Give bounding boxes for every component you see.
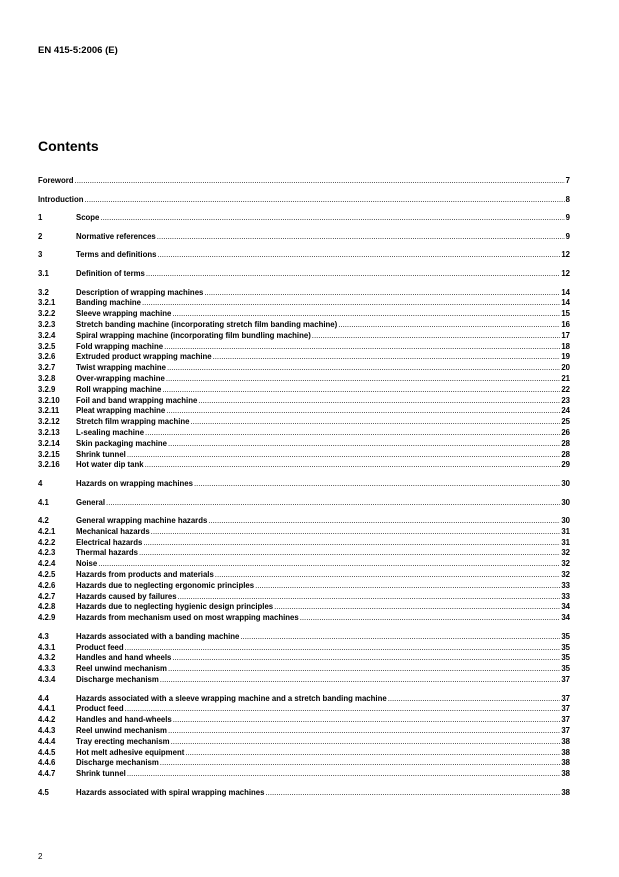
toc-entry-title: Shrink tunnel	[76, 449, 126, 459]
toc-entry-page: 20	[561, 363, 570, 373]
toc-leader-dots	[338, 320, 560, 331]
toc-entry-title: Electrical hazards	[76, 537, 143, 547]
toc-entry[interactable]	[38, 592, 570, 603]
toc-entry-number: 4.3.3	[38, 664, 56, 674]
toc-leader-dots	[106, 498, 560, 509]
toc-entry-number: 4.2	[38, 516, 49, 526]
toc-entry-page: 35	[561, 642, 570, 652]
toc-leader-dots	[173, 715, 561, 726]
toc-leader-dots	[125, 704, 561, 715]
toc-entry-page: 23	[561, 395, 570, 405]
toc-entry-page: 35	[561, 664, 570, 674]
toc-entry[interactable]	[38, 176, 570, 187]
toc-entry[interactable]	[38, 439, 570, 450]
toc-entry-number: 3.2	[38, 287, 49, 297]
toc-entry-title: Extruded product wrapping machine	[76, 352, 212, 362]
document-header: EN 415-5:2006 (E)	[38, 45, 118, 56]
toc-entry-page: 31	[561, 526, 570, 536]
toc-entry-title: Hazards from products and materials	[76, 570, 214, 580]
toc-entry-title: Hazards associated with a banding machine	[76, 631, 240, 641]
toc-entry-number: 3.2.16	[38, 460, 60, 470]
toc-entry[interactable]	[38, 298, 570, 309]
toc-entry-number: 4.2.6	[38, 580, 56, 590]
toc-entry-page: 30	[561, 478, 570, 488]
toc-entry-number: 4.2.1	[38, 526, 56, 536]
toc-entry-page: 18	[561, 341, 570, 351]
toc-entry-page: 30	[561, 497, 570, 507]
toc-entry[interactable]	[38, 213, 570, 224]
toc-entry-page: 38	[561, 736, 570, 746]
toc-entry-title: Hot melt adhesive equipment	[76, 747, 185, 757]
toc-entry[interactable]	[38, 396, 570, 407]
toc-entry-title: Noise	[76, 559, 98, 569]
toc-leader-dots	[84, 195, 564, 206]
toc-entry-title: Discharge mechanism	[76, 758, 159, 768]
toc-entry[interactable]	[38, 516, 570, 527]
toc-leader-dots	[388, 694, 561, 705]
toc-entry-page: 29	[561, 460, 570, 470]
toc-leader-dots	[240, 632, 560, 643]
toc-entry[interactable]	[38, 320, 570, 331]
toc-entry-number: 3.1	[38, 268, 49, 278]
toc-entry[interactable]	[38, 363, 570, 374]
table-of-contents	[38, 176, 570, 799]
toc-entry[interactable]	[38, 498, 570, 509]
toc-entry-number: 3.2.11	[38, 406, 60, 416]
toc-entry-title: Pleat wrapping machine	[76, 406, 166, 416]
toc-entry-page: 32	[561, 548, 570, 558]
toc-entry-number: 3.2.7	[38, 363, 56, 373]
toc-entry-page: 25	[561, 417, 570, 427]
toc-leader-dots	[139, 548, 560, 559]
toc-entry-number: 3.2.6	[38, 352, 56, 362]
toc-entry-number: 4.5	[38, 787, 49, 797]
toc-entry-title: Twist wrapping machine	[76, 363, 166, 373]
toc-leader-dots	[143, 538, 560, 549]
toc-entry-number: 3.2.13	[38, 427, 60, 437]
toc-entry-page: 33	[561, 591, 570, 601]
toc-entry-title: Introduction	[38, 194, 84, 204]
toc-leader-dots	[125, 643, 561, 654]
toc-entry-number: 4.3.1	[38, 642, 56, 652]
toc-entry-number: 3.2.4	[38, 330, 56, 340]
toc-entry[interactable]	[38, 613, 570, 624]
toc-entry[interactable]	[38, 548, 570, 559]
toc-leader-dots	[160, 758, 561, 769]
toc-entry-title: Hazards caused by failures	[76, 591, 177, 601]
toc-entry-page: 37	[561, 675, 570, 685]
toc-entry[interactable]	[38, 374, 570, 385]
toc-entry-title: Thermal hazards	[76, 548, 138, 558]
toc-entry-page: 7	[565, 176, 570, 185]
toc-entry-number: 4.4.1	[38, 704, 56, 714]
toc-leader-dots	[168, 664, 560, 675]
toc-entry-title: Hazards on wrapping machines	[76, 478, 193, 488]
toc-entry[interactable]	[38, 694, 570, 705]
toc-entry-title: Scope	[76, 213, 100, 223]
toc-entry-number: 4.4.6	[38, 758, 56, 768]
toc-entry[interactable]	[38, 538, 570, 549]
toc-leader-dots	[166, 374, 560, 385]
page-title: Contents	[38, 138, 99, 154]
toc-entry-page: 17	[561, 330, 570, 340]
toc-entry-number: 1	[38, 213, 43, 223]
toc-leader-dots	[274, 602, 560, 613]
toc-entry-page: 12	[561, 268, 570, 278]
toc-entry-title: Stretch film wrapping machine	[76, 417, 190, 427]
toc-entry[interactable]	[38, 570, 570, 581]
toc-leader-dots	[127, 769, 560, 780]
toc-entry-title: Mechanical hazards	[76, 526, 150, 536]
toc-leader-dots	[75, 176, 565, 187]
toc-entry-page: 38	[561, 787, 570, 797]
toc-entry-number: 4.4.4	[38, 736, 56, 746]
toc-entry[interactable]	[38, 417, 570, 428]
toc-entry-number: 4.2.4	[38, 559, 56, 569]
toc-entry[interactable]	[38, 643, 570, 654]
toc-entry[interactable]	[38, 250, 570, 261]
toc-entry[interactable]	[38, 581, 570, 592]
toc-leader-dots	[98, 559, 560, 570]
toc-leader-dots	[157, 250, 560, 261]
toc-entry-number: 4.4.3	[38, 726, 56, 736]
toc-entry-number: 2	[38, 231, 43, 241]
toc-entry[interactable]	[38, 195, 570, 206]
toc-entry[interactable]	[38, 715, 570, 726]
toc-entry-title: Reel unwind mechanism	[76, 726, 167, 736]
toc-entry-page: 14	[561, 298, 570, 308]
toc-entry-title: Product feed	[76, 642, 124, 652]
toc-entry-number: 3.2.14	[38, 438, 60, 448]
toc-entry-title: Reel unwind mechanism	[76, 664, 167, 674]
toc-entry-number: 3.2.8	[38, 373, 56, 383]
toc-entry-page: 16	[561, 319, 570, 329]
toc-leader-dots	[164, 342, 560, 353]
toc-entry-number: 4	[38, 478, 43, 488]
toc-entry[interactable]	[38, 309, 570, 320]
toc-leader-dots	[215, 570, 561, 581]
toc-entry-page: 31	[561, 537, 570, 547]
toc-entry-page: 38	[561, 769, 570, 779]
toc-leader-dots	[162, 385, 560, 396]
toc-entry-title: Normative references	[76, 231, 156, 241]
toc-entry-title: L-sealing machine	[76, 427, 145, 437]
toc-entry[interactable]	[38, 632, 570, 643]
toc-leader-dots	[213, 352, 561, 363]
toc-entry-page: 19	[561, 352, 570, 362]
toc-entry-page: 22	[561, 384, 570, 394]
toc-leader-dots	[255, 581, 560, 592]
toc-leader-dots	[142, 298, 560, 309]
toc-entry-page: 8	[565, 194, 570, 204]
toc-leader-dots	[191, 417, 561, 428]
toc-entry-page: 37	[561, 704, 570, 714]
toc-entry-title: General wrapping machine hazards	[76, 516, 208, 526]
toc-entry[interactable]	[38, 758, 570, 769]
toc-entry[interactable]	[38, 269, 570, 280]
toc-entry-number: 4.1	[38, 497, 49, 507]
toc-leader-dots	[208, 516, 560, 527]
toc-entry[interactable]	[38, 460, 570, 471]
toc-entry-page: 9	[565, 231, 570, 241]
toc-entry-page: 32	[561, 559, 570, 569]
toc-entry-page: 33	[561, 580, 570, 590]
toc-entry-page: 37	[561, 693, 570, 703]
toc-entry-number: 4.2.7	[38, 591, 56, 601]
toc-entry-title: Hazards associated with spiral wrapping machines	[76, 787, 265, 797]
toc-entry-title: Handles and hand wheels	[76, 653, 172, 663]
toc-entry-page: 15	[561, 309, 570, 319]
toc-entry-title: General	[76, 497, 106, 507]
toc-entry-number: 4.2.9	[38, 613, 56, 623]
toc-entry-page: 28	[561, 449, 570, 459]
toc-entry-title: Banding machine	[76, 298, 141, 308]
toc-leader-dots	[157, 232, 565, 243]
toc-entry-page: 35	[561, 653, 570, 663]
toc-entry[interactable]	[38, 675, 570, 686]
toc-entry[interactable]	[38, 704, 570, 715]
toc-entry-page: 30	[561, 516, 570, 526]
toc-entry-number: 3.2.10	[38, 395, 60, 405]
toc-entry-page: 28	[561, 438, 570, 448]
toc-entry[interactable]	[38, 342, 570, 353]
toc-entry[interactable]	[38, 788, 570, 799]
toc-entry-title: Roll wrapping machine	[76, 384, 162, 394]
toc-entry-page: 14	[561, 287, 570, 297]
toc-entry-page: 34	[561, 602, 570, 612]
toc-entry-title: Spiral wrapping machine (incorporating film bundling machine)	[76, 330, 311, 340]
toc-leader-dots	[167, 363, 560, 374]
toc-entry-page: 9	[565, 213, 570, 223]
toc-entry[interactable]	[38, 602, 570, 613]
toc-entry-number: 4.3.4	[38, 675, 56, 685]
toc-leader-dots	[194, 479, 560, 490]
toc-entry-page: 37	[561, 726, 570, 736]
toc-entry-number: 4.4.2	[38, 715, 56, 725]
toc-entry[interactable]	[38, 769, 570, 780]
toc-entry[interactable]	[38, 232, 570, 243]
toc-entry-number: 4.2.8	[38, 602, 56, 612]
toc-entry-title: Stretch banding machine (incorporating stretch film banding machine)	[76, 319, 338, 329]
toc-entry[interactable]	[38, 450, 570, 461]
toc-entry-number: 4.4	[38, 693, 49, 703]
toc-entry-number: 3.2.12	[38, 417, 60, 427]
toc-entry[interactable]	[38, 653, 570, 664]
toc-entry-number: 4.4.5	[38, 747, 56, 757]
toc-leader-dots	[146, 269, 560, 280]
toc-entry[interactable]	[38, 428, 570, 439]
toc-leader-dots	[171, 737, 561, 748]
toc-entry[interactable]	[38, 559, 570, 570]
toc-entry[interactable]	[38, 748, 570, 759]
toc-entry-title: Handles and hand-wheels	[76, 715, 172, 725]
toc-entry-title: Hazards from mechanism used on most wrapping machines	[76, 613, 299, 623]
toc-entry-number: 3.2.3	[38, 319, 56, 329]
toc-leader-dots	[185, 748, 560, 759]
toc-entry-number: 3	[38, 250, 43, 260]
toc-leader-dots	[100, 213, 564, 224]
toc-entry[interactable]	[38, 288, 570, 299]
toc-leader-dots	[145, 460, 561, 471]
toc-entry-title: Hazards due to neglecting ergonomic principles	[76, 580, 255, 590]
toc-entry-title: Hazards due to neglecting hygienic design principles	[76, 602, 274, 612]
toc-leader-dots	[204, 288, 560, 299]
toc-leader-dots	[198, 396, 560, 407]
toc-entry-number: 4.2.3	[38, 548, 56, 558]
toc-entry-page: 32	[561, 570, 570, 580]
toc-entry[interactable]	[38, 527, 570, 538]
toc-entry-title: Over-wrapping machine	[76, 373, 165, 383]
toc-entry-number: 3.2.1	[38, 298, 56, 308]
toc-entry-page: 34	[561, 613, 570, 623]
toc-entry-title: Tray erecting mechanism	[76, 736, 170, 746]
toc-entry-page: 35	[561, 631, 570, 641]
toc-entry-number: 4.4.7	[38, 769, 56, 779]
toc-entry-title: Description of wrapping machines	[76, 287, 204, 297]
toc-entry-title: Product feed	[76, 704, 124, 714]
toc-entry-page: 26	[561, 427, 570, 437]
toc-entry-title: Skin packaging machine	[76, 438, 167, 448]
toc-entry-number: 3.2.9	[38, 384, 56, 394]
toc-entry-number: 3.2.15	[38, 449, 60, 459]
toc-entry[interactable]	[38, 737, 570, 748]
toc-leader-dots	[168, 726, 560, 737]
toc-entry-number: 3.2.2	[38, 309, 56, 319]
toc-entry-page: 24	[561, 406, 570, 416]
toc-leader-dots	[160, 675, 561, 686]
toc-entry[interactable]	[38, 385, 570, 396]
toc-leader-dots	[145, 428, 560, 439]
toc-entry-title: Fold wrapping machine	[76, 341, 164, 351]
toc-entry-title: Hazards associated with a sleeve wrapping machine and a stretch banding machine	[76, 693, 387, 703]
toc-leader-dots	[166, 406, 560, 417]
toc-entry-number: 4.3	[38, 631, 49, 641]
toc-leader-dots	[151, 527, 561, 538]
toc-entry-number: 4.2.2	[38, 537, 56, 547]
toc-entry-page: 38	[561, 747, 570, 757]
toc-entry-number: 4.2.5	[38, 570, 56, 580]
toc-leader-dots	[312, 331, 561, 342]
toc-entry-title: Terms and definitions	[76, 250, 157, 260]
toc-entry-number: 3.2.5	[38, 341, 56, 351]
toc-entry-title: Definition of terms	[76, 268, 145, 278]
toc-entry[interactable]	[38, 352, 570, 363]
toc-entry-title: Foil and band wrapping machine	[76, 395, 198, 405]
toc-entry-page: 38	[561, 758, 570, 768]
page-number: 2	[38, 852, 43, 861]
toc-entry-title: Sleeve wrapping machine	[76, 309, 172, 319]
toc-leader-dots	[300, 613, 561, 624]
toc-entry-number: 4.3.2	[38, 653, 56, 663]
toc-leader-dots	[178, 592, 561, 603]
toc-entry-page: 21	[561, 373, 570, 383]
toc-entry[interactable]	[38, 726, 570, 737]
toc-entry-title: Shrink tunnel	[76, 769, 126, 779]
toc-leader-dots	[172, 653, 560, 664]
toc-entry-title: Foreword	[38, 176, 74, 185]
toc-entry-page: 37	[561, 715, 570, 725]
toc-entry[interactable]	[38, 406, 570, 417]
toc-entry-title: Hot water dip tank	[76, 460, 144, 470]
toc-leader-dots	[172, 309, 560, 320]
toc-leader-dots	[168, 439, 560, 450]
toc-entry-title: Discharge mechanism	[76, 675, 159, 685]
toc-leader-dots	[266, 788, 561, 799]
toc-entry[interactable]	[38, 331, 570, 342]
toc-entry-page: 12	[561, 250, 570, 260]
toc-leader-dots	[127, 450, 560, 461]
toc-entry[interactable]	[38, 664, 570, 675]
toc-entry[interactable]	[38, 479, 570, 490]
